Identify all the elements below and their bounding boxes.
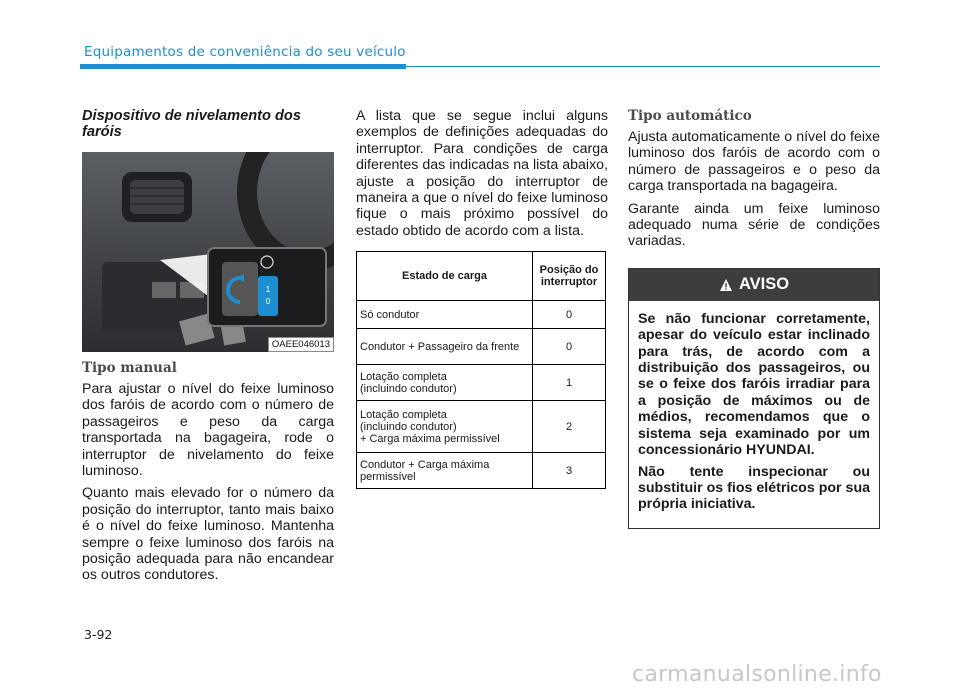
heading-headlight-leveling: Dispositivo de nivelamento dos faróis — [82, 108, 301, 140]
table-row — [357, 453, 606, 489]
paragraph: Ajusta automaticamente o nível do feixe luminoso dos faróis de acordo com o número de passageiros e o peso da carga transportada na bagageira. — [628, 129, 880, 195]
heading-manual-type: Tipo manual — [82, 360, 177, 376]
column-header-position: Posição do interruptor — [533, 252, 606, 301]
cell-switch-position: 1 — [533, 365, 606, 401]
column-middle — [356, 108, 608, 489]
cell-switch-position: 3 — [533, 453, 606, 489]
headlight-leveling-figure — [82, 152, 334, 352]
table-row — [357, 401, 606, 453]
table-row — [357, 301, 606, 329]
paragraph: Para ajustar o nível do feixe luminoso dos faróis de acordo com o número de passageiros e peso da carga transportada na bagageira, rode o interruptor de nivelamento do feixe luminoso. — [82, 381, 334, 480]
warning-paragraph: Se não funcionar corretamente, apesar do veículo estar inclinado para trás, de acordo com a distribuição dos passageiros, ou se o feixe dos faróis irradiar para a posição de máximos ou de médios, recomendamos que o sistema seja examinado por um concessionário HYUNDAI. — [638, 310, 870, 459]
watermark: carmanualsonline.info — [632, 662, 882, 687]
svg-text:1: 1 — [265, 285, 271, 294]
table-row — [357, 365, 606, 401]
header-rule-thick — [80, 64, 406, 69]
column-right — [628, 108, 880, 529]
cell-switch-position: 0 — [533, 329, 606, 365]
warning-header — [629, 269, 879, 301]
heading-automatic-type: Tipo automático — [628, 108, 752, 124]
warning-triangle-icon — [719, 278, 733, 292]
cell-load-state: Só condutor — [357, 301, 533, 329]
warning-body — [629, 301, 879, 528]
svg-text:0: 0 — [265, 297, 271, 306]
figure-code: OAEE046013 — [268, 337, 334, 352]
cell-load-state: Condutor + Passageiro da frente — [357, 329, 533, 365]
cell-switch-position: 0 — [533, 301, 606, 329]
warning-box — [628, 268, 880, 529]
paragraph: Quanto mais elevado for o número da posição do interruptor, tanto mais baixo é o nível do feixe luminoso. Mantenha sempre o feixe luminoso dos faróis na posição adequada para não encandear os outros condutores. — [82, 485, 334, 584]
cell-load-state: Lotação completa (incluindo condutor) + Carga máxima permissível — [357, 401, 533, 453]
section-title: Equipamentos de conveniência do seu veículo — [84, 44, 406, 60]
column-left — [82, 108, 334, 590]
table-header-row — [357, 252, 606, 301]
paragraph-intro: A lista que se segue inclui alguns exemplos de definições adequadas do interruptor. Para condições de carga diferentes das indicadas na lista abaixo, ajuste a posição do interruptor de maneira a que o nível do feixe luminoso fique o mais próximo possível do estado obtido de acordo com a lista. — [356, 108, 608, 239]
load-position-table — [356, 251, 606, 489]
dashboard-illustration — [82, 152, 334, 352]
column-header-state: Estado de carga — [357, 252, 533, 301]
cell-load-state: Condutor + Carga máxima permissível — [357, 453, 533, 489]
cell-load-state: Lotação completa (incluindo condutor) — [357, 365, 533, 401]
page-number: 3-92 — [84, 627, 113, 642]
warning-paragraph: Não tente inspecionar ou substituir os fios elétricos por sua própria iniciativa. — [638, 463, 870, 513]
table-row — [357, 329, 606, 365]
header-rule-thin — [406, 66, 880, 67]
cell-switch-position: 2 — [533, 401, 606, 453]
warning-title: AVISO — [738, 275, 790, 294]
paragraph: Garante ainda um feixe luminoso adequado numa série de condições variadas. — [628, 200, 880, 250]
